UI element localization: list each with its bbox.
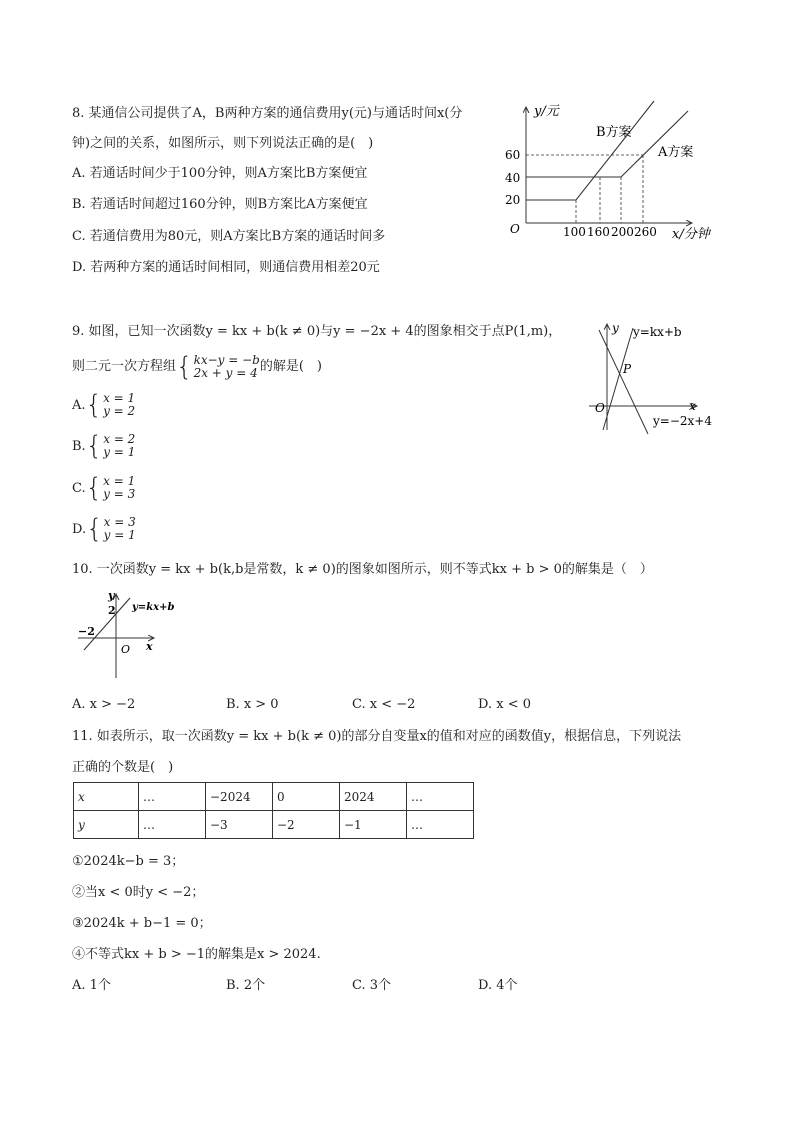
table-row (74, 783, 474, 811)
q8-option-b: B. 若通话时间超过160分钟，则B方案比A方案便宜 (72, 197, 368, 212)
q8-y-axis-label: y/元 (534, 104, 559, 119)
q10-option-b: B. x > 0 (226, 697, 279, 712)
q11-option-a: A. 1个 (72, 978, 111, 993)
q11-option-b: B. 2个 (226, 978, 266, 993)
q8-x-tick-100: 100 (563, 225, 586, 239)
q9-option-c-letter: C. (72, 480, 86, 496)
q11-option-c: C. 3个 (352, 978, 392, 993)
q9-option-b-line1: x = 2 (103, 432, 136, 446)
q9-graph (585, 318, 725, 436)
q9-option-b: B. { x = 2 y = 1 (72, 431, 136, 461)
q8-stem-line1: 8. 某通信公司提供了A，B两种方案的通信费用y(元)与通话时间x(分 (72, 106, 463, 121)
q9-system-eq2: 2x + y = 4 (193, 366, 258, 380)
q9-system-eq1: kx−y = −b (193, 353, 260, 367)
table-row (74, 811, 474, 839)
q11-stem-line2: 正确的个数是( ) (72, 760, 174, 775)
table-cell: x (74, 783, 139, 811)
q10-option-d: D. x < 0 (478, 697, 531, 712)
q10-x-label: x (146, 640, 153, 653)
q9-stem-line1: 9. 如图，已知一次函数y = kx + b(k ≠ 0)与y = −2x + 4的图象相交于点P(1,m)， (72, 324, 562, 339)
q10-origin: O (121, 643, 131, 656)
table-cell: … (407, 811, 474, 839)
q9-line1-label: y=kx+b (633, 325, 682, 339)
q11-statement-3: ③2024k + b−1 = 0； (72, 916, 212, 931)
q11-statement-2: ②当x < 0时y < −2； (72, 885, 205, 900)
q10-stem: 10. 一次函数y = kx + b(k,b是常数，k ≠ 0)的图象如图所示，则不等式kx + b > 0的解集是（ ） (72, 562, 653, 577)
q11-statement-4: ④不等式kx + b > −1的解集是x > 2024. (72, 947, 321, 962)
q9-option-d-line1: x = 3 (103, 515, 136, 529)
q11-option-d: D. 4个 (478, 978, 518, 993)
q8-option-a: A. 若通话时间少于100分钟，则A方案比B方案便宜 (72, 166, 368, 181)
q9-option-c-line2: y = 3 (103, 487, 136, 501)
table-cell: −1 (340, 811, 407, 839)
brace-glyph: { (176, 352, 193, 382)
table-cell: … (407, 783, 474, 811)
q9-option-d-line2: y = 1 (103, 528, 136, 542)
table-cell: −2024 (206, 783, 273, 811)
q10-y-tick: 2 (108, 604, 116, 617)
q8-stem-line2: 钟)之间的关系，如图所示，则下列说法正确的是( ) (72, 136, 374, 151)
q10-line-label: y=kx+b (132, 602, 175, 613)
q8-option-d: D. 若两种方案的通话时间相同，则通信费用相差20元 (72, 260, 380, 275)
q9-option-a-line1: x = 1 (103, 391, 136, 405)
table-cell: 0 (273, 783, 340, 811)
q10-y-label: y (108, 589, 115, 602)
table-cell: −2 (273, 811, 340, 839)
q8-label-a: A方案 (658, 145, 694, 160)
q8-x-tick-260: 260 (634, 225, 657, 239)
q9-stem-prefix: 则二元一次方程组 (72, 359, 177, 374)
q10-graph (72, 588, 182, 680)
q9-option-c: C. { x = 1 y = 3 (72, 473, 136, 503)
q8-y-tick-40: 40 (505, 171, 521, 185)
q11-stem-line1: 11. 如表所示，取一次函数y = kx + b(k ≠ 0)的部分自变量x的值和对应的函数值y，根据信息，下列说法 (72, 729, 682, 744)
q9-stem-line2 (72, 354, 322, 380)
q9-option-a: A. { x = 1 y = 2 (72, 390, 136, 420)
table-cell: … (139, 811, 206, 839)
q10-x-tick: −2 (78, 625, 95, 638)
q8-x-tick-160: 160 (587, 225, 610, 239)
q11-value-table (73, 782, 474, 839)
q11-statement-1: ①2024k−b = 3； (72, 854, 185, 869)
table-cell: y (74, 811, 139, 839)
table-cell: 2024 (340, 783, 407, 811)
q9-option-a-letter: A. (72, 397, 86, 413)
q9-y-label: y (612, 321, 619, 335)
q8-graph (500, 95, 725, 245)
q9-line2-label: y=−2x+4 (653, 414, 712, 428)
q9-option-b-letter: B. (72, 438, 86, 454)
q9-point-p: P (623, 362, 632, 376)
q9-option-d-letter: D. (72, 521, 87, 537)
q9-option-c-line1: x = 1 (103, 474, 136, 488)
q8-x-tick-200: 200 (611, 225, 634, 239)
q8-line-a (526, 111, 688, 177)
q9-x-label: x (689, 399, 696, 413)
q8-x-axis-label: x/分钟 (672, 227, 710, 242)
table-cell: −3 (206, 811, 273, 839)
q9-option-d: D. { x = 3 y = 1 (72, 514, 136, 544)
q9-option-b-line2: y = 1 (103, 445, 136, 459)
q10-option-c: C. x < −2 (352, 697, 416, 712)
q9-option-a-line2: y = 2 (103, 404, 136, 418)
table-cell: … (139, 783, 206, 811)
q9-equation-system (176, 354, 260, 380)
q9-origin: O (595, 401, 605, 415)
q9-stem-suffix: 的解是( ) (259, 359, 323, 374)
q8-option-c: C. 若通信费用为80元，则A方案比B方案的通话时间多 (72, 229, 386, 244)
q8-y-tick-60: 60 (505, 148, 521, 162)
q8-y-tick-20: 20 (505, 193, 521, 207)
q8-origin-label: O (510, 222, 520, 236)
q8-label-b: B方案 (596, 125, 632, 140)
q10-option-a: A. x > −2 (72, 697, 136, 712)
